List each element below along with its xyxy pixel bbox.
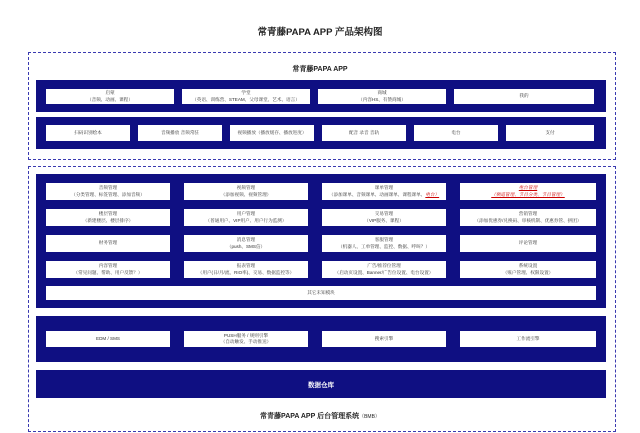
module-report-mgmt: 报表管理 （用户(日/月/流、RIO率)、交易、数据监控等）: [184, 261, 308, 278]
module-finance-mgmt: 财务管理: [46, 235, 170, 252]
module-trade-mgmt: 交易管理 （VIP服务、课程）: [322, 209, 446, 226]
backend-engines-panel: [36, 316, 606, 362]
module-wode: 我的: [454, 89, 594, 104]
engine-workflow: 工作流引擎: [460, 331, 596, 347]
module-service-mgmt: 客服管理 （机器人、工单管理、监控、数据、呼叫？）: [322, 235, 446, 252]
module-ad-mgmt: 广告/推荐位管理 （启动页设置、Banner/广告位设置、电台设置）: [322, 261, 446, 278]
module-qimeng: 启蒙 （音频、动画、课程）: [46, 89, 174, 104]
module-comment-mgmt: 评论管理: [460, 235, 596, 252]
backend-title: 常青藤PAPA APP 后台管理系统（BMB）: [260, 413, 380, 420]
module-message-mgmt: 消息管理 （push、SMS信）: [184, 235, 308, 252]
module-playlist-mgmt: 课单管理 （添加课单、音频课单、动画课单、课程课单、电台）: [322, 183, 446, 200]
engine-search: 搜索引擎: [322, 331, 446, 347]
module-audio-mgmt: 音频管理 （分类管理、标签管理、添加音频）: [46, 183, 170, 200]
feature-pay: 支付: [506, 125, 594, 141]
frontend-title: 常青藤PAPA APP: [292, 66, 348, 73]
feature-audio: 音频播放 音频常驻: [138, 125, 222, 141]
engine-edm-sms: EDM / SMS: [46, 331, 170, 347]
module-content-mgmt: 内容管理 （常见问题、帮助、用户反馈？）: [46, 261, 170, 278]
data-warehouse: 数据仓库: [36, 370, 606, 398]
feature-scan: 扫码识别绘本: [46, 125, 130, 141]
diagram-title: 常青藤PAPA APP 产品架构图: [257, 27, 383, 38]
module-user-mgmt: 用户管理 （普通用户、VIP用户、用户行为监测）: [184, 209, 308, 226]
module-xuetang: 学堂 （英语、训练营、STEAM、父母课堂、艺术、语言）: [182, 89, 310, 104]
module-radio-mgmt: 电台管理 （频道管理、节目分类、节目管理）: [460, 183, 596, 200]
frontend-row2-panel: [36, 117, 606, 149]
engine-push: PUSH服务 / 规则引擎 （自动触发、手动推送）: [184, 331, 308, 347]
feature-radio: 电台: [414, 125, 498, 141]
backend-modules-panel: [36, 174, 606, 308]
module-other: 其它未知模块: [46, 286, 596, 300]
module-video-mgmt: 视频管理 （添加视频、视频管理）: [184, 183, 308, 200]
module-shangcheng: 商城 （内容HS、有赞商城）: [318, 89, 446, 104]
module-system-settings: 系统设置 （账户管理、权限设置）: [460, 261, 596, 278]
module-floor-mgmt: 楼层管理 （新建楼层、楼层排序）: [46, 209, 170, 226]
module-marketing-mgmt: 营销管理 （添加优惠券/兑换码、审核机制、优惠券管、拼团）: [460, 209, 596, 226]
feature-dubbing: 配音 录音 音轨: [322, 125, 406, 141]
feature-video: 视频播放（播放缓存、播放进度）: [230, 125, 314, 141]
frontend-row1-panel: [36, 80, 606, 112]
